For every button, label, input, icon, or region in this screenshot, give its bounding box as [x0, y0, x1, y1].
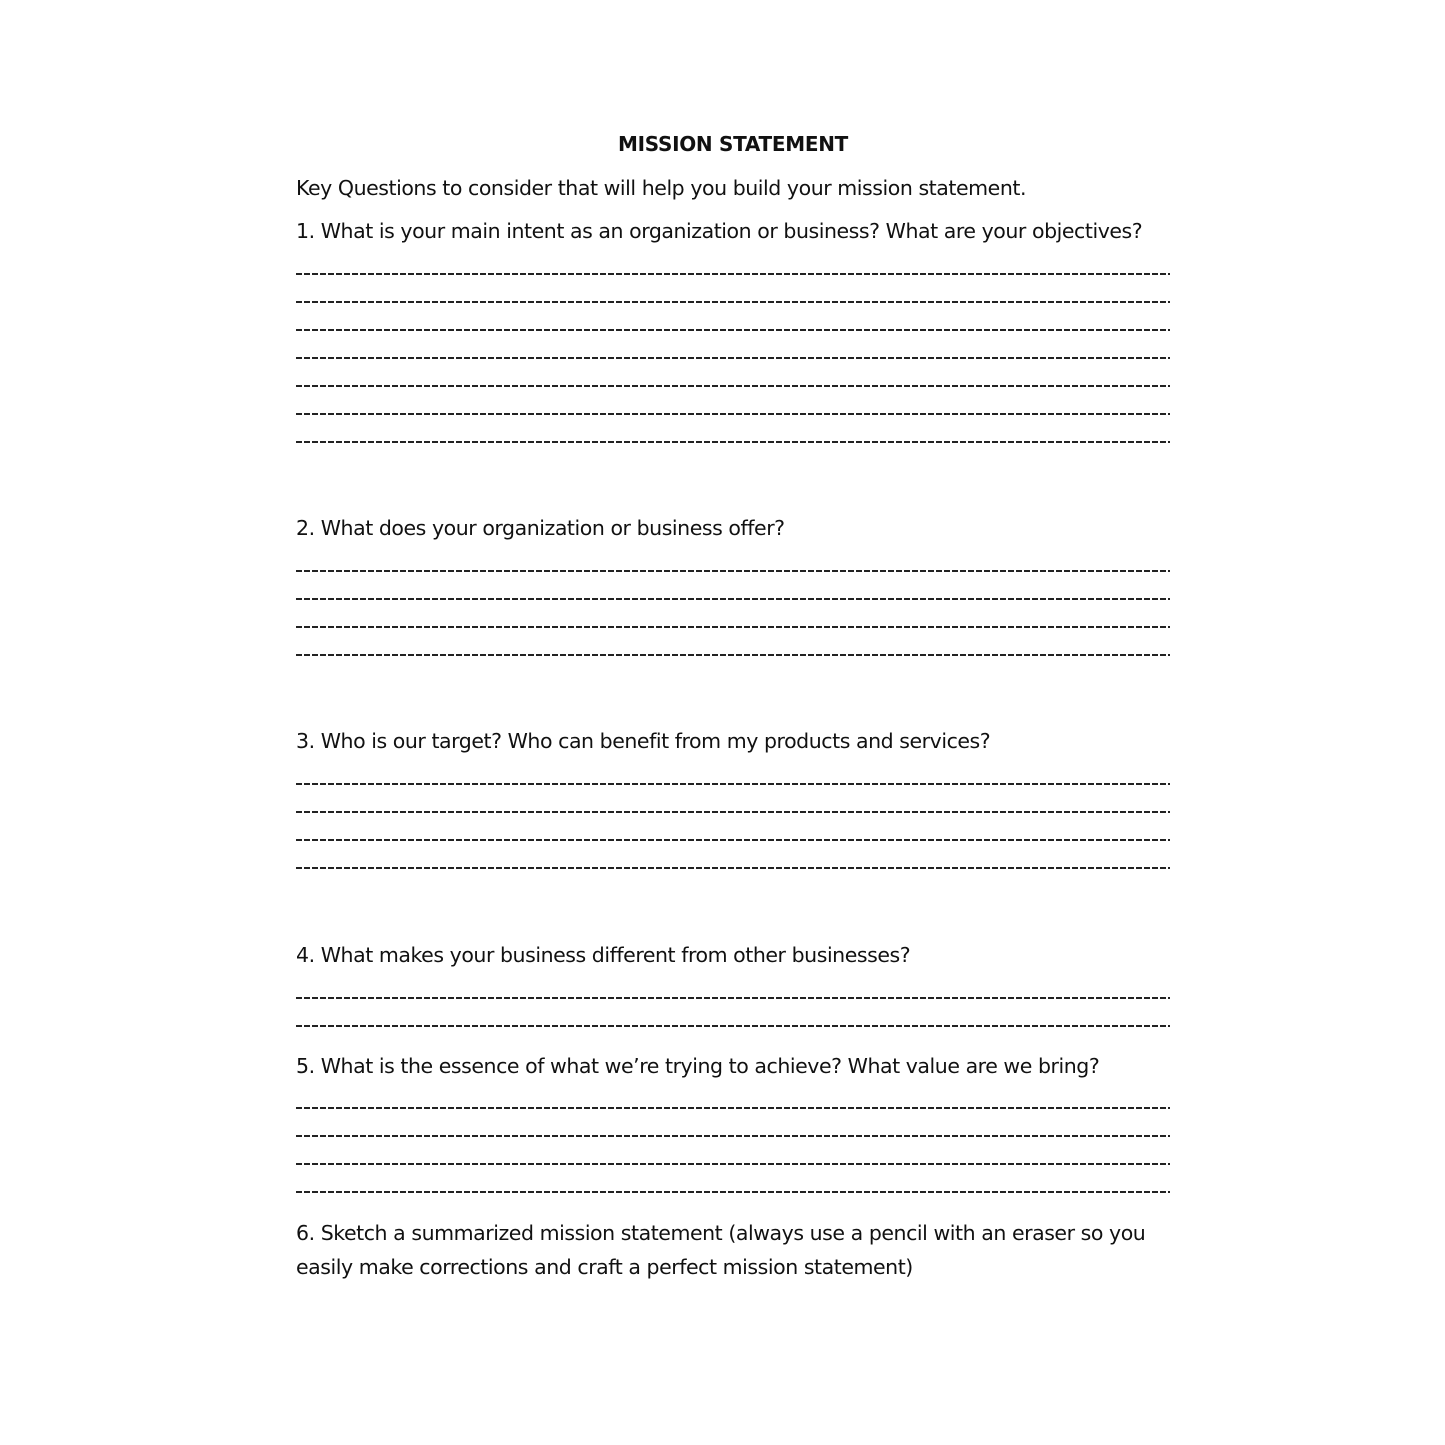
answer-line[interactable]: [296, 570, 1170, 572]
answer-line[interactable]: [296, 301, 1170, 303]
answer-line[interactable]: [296, 1025, 1170, 1027]
answer-line[interactable]: [296, 1191, 1170, 1193]
answer-line[interactable]: [296, 357, 1170, 359]
answer-line[interactable]: [296, 1107, 1170, 1109]
question-6: 6. Sketch a summarized mission statement (always use a pencil with an eraser so you easily make corrections and craft a perfect mission statement): [296, 1221, 1146, 1279]
question-3: 3. Who is our target? Who can benefit from my products and services?: [296, 729, 991, 753]
answer-line[interactable]: [296, 1135, 1170, 1137]
page-title: MISSION STATEMENT: [618, 132, 848, 156]
question-2: 2. What does your organization or business offer?: [296, 516, 785, 540]
answer-line[interactable]: [296, 997, 1170, 999]
answer-line[interactable]: [296, 598, 1170, 600]
question-1: 1. What is your main intent as an organization or business? What are your objectives?: [296, 219, 1143, 243]
answer-line[interactable]: [296, 811, 1170, 813]
question-4: 4. What makes your business different from other businesses?: [296, 943, 911, 967]
answer-line[interactable]: [296, 1163, 1170, 1165]
answer-line[interactable]: [296, 626, 1170, 628]
answer-line[interactable]: [296, 867, 1170, 869]
answer-line[interactable]: [296, 273, 1170, 275]
answer-line[interactable]: [296, 839, 1170, 841]
intro-text: Key Questions to consider that will help you build your mission statement.: [296, 176, 1027, 200]
answer-line[interactable]: [296, 441, 1170, 443]
answer-line[interactable]: [296, 385, 1170, 387]
answer-line[interactable]: [296, 783, 1170, 785]
answer-line[interactable]: [296, 329, 1170, 331]
question-5: 5. What is the essence of what we’re trying to achieve? What value are we bring?: [296, 1054, 1100, 1078]
answer-line[interactable]: [296, 654, 1170, 656]
answer-line[interactable]: [296, 413, 1170, 415]
